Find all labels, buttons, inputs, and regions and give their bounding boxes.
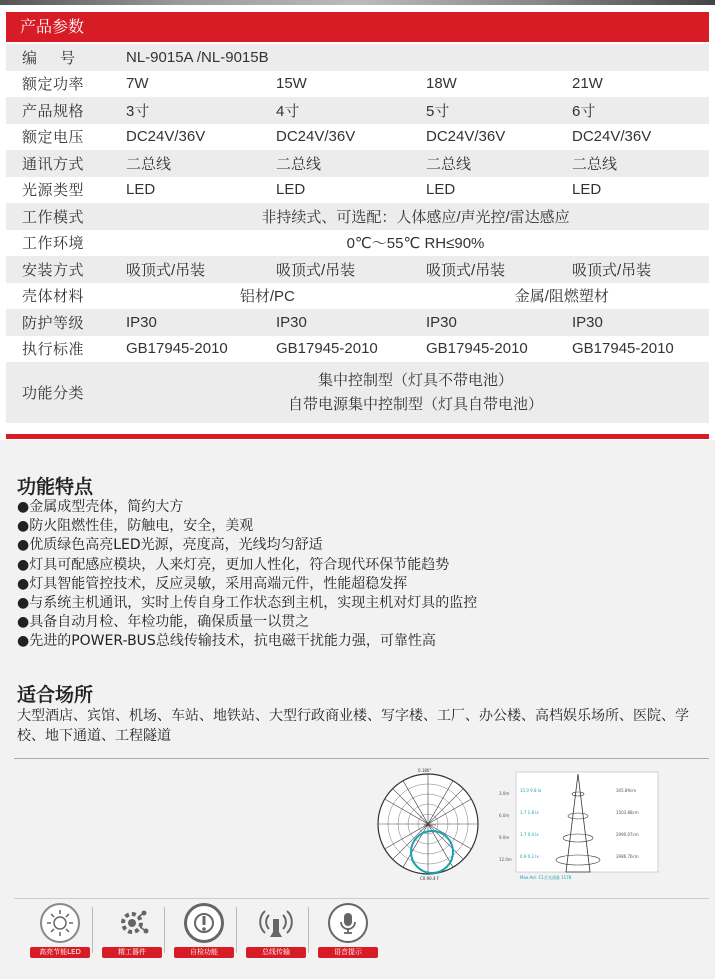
places-title: 适合场所: [17, 684, 94, 706]
spec-label: 工作模式: [22, 207, 85, 226]
spec-cell: 18W: [426, 75, 457, 93]
spec-cell: DC24V/36V: [126, 128, 206, 146]
spec-cell: IP30: [572, 313, 603, 331]
cone-footer: Max.Avt. C1全光通量 1178: [520, 875, 572, 880]
spec-label: 产品规格: [22, 101, 85, 120]
icon-separator: [236, 907, 237, 953]
cone-distance: 3.0m: [499, 791, 510, 796]
feature-icon-selfcheck: [174, 903, 234, 958]
spec-row-protect: [6, 309, 709, 336]
spec-cell: DC24V/36V: [276, 128, 356, 146]
spec-cell: 15W: [276, 75, 307, 93]
icon-caption: 自检功能: [174, 947, 234, 958]
spec-label: 执行标准: [22, 340, 85, 359]
spec-value: NL-9015A /NL-9015B: [126, 48, 269, 66]
spec-cell: 6寸: [572, 102, 596, 120]
spec-label: 安装方式: [22, 260, 85, 279]
feature-item: ●灯具可配感应模块，人来灯亮，更加人性化，符合现代环保节能趋势: [17, 556, 450, 573]
spec-label: 额定电压: [22, 128, 85, 147]
feature-icon-voice: [318, 903, 378, 958]
icon-caption: 高亮节能LED: [30, 947, 90, 958]
cone-diameter: 1503.88cm: [616, 810, 639, 815]
spec-row-env: [6, 230, 709, 257]
feature-item: ●具备自动月检、年检功能，确保质量一以贯之: [17, 614, 310, 631]
spec-row-mode: [6, 203, 709, 230]
spec-cell-span: 金属/阻燃塑材: [514, 288, 609, 306]
cone-distance: 6.0m: [499, 813, 510, 818]
section-divider: [14, 758, 709, 759]
features-list: [17, 498, 707, 652]
spec-row-standard: [6, 336, 709, 363]
function-line: 自带电源集中控制型（灯具自带电池）: [287, 395, 543, 413]
spec-cell: DC24V/36V: [426, 128, 506, 146]
polar-bottom-label: C0.90.4 F: [420, 876, 440, 881]
cone-distance: 12.0m: [499, 857, 512, 862]
spec-cell: 4寸: [276, 102, 300, 120]
spec-cell: 吸顶式/吊装: [572, 261, 652, 279]
spec-cell: 7W: [126, 75, 149, 93]
spec-cell: LED: [276, 181, 306, 199]
spec-cell-span: 0℃～55℃ RH≤90%: [346, 235, 485, 253]
self-check-icon: [191, 910, 217, 936]
cone-distance: 9.0m: [499, 835, 510, 840]
spec-cell: GB17945-2010: [426, 340, 528, 358]
spec-cell: IP30: [276, 313, 307, 331]
spec-cell: GB17945-2010: [572, 340, 674, 358]
feature-item: ●优质绿色高亮LED光源，亮度高，光线均匀舒适: [17, 537, 323, 554]
feature-icon-bus: [246, 903, 306, 958]
illuminance-cone-diagram: [498, 768, 660, 882]
spec-label: 光源类型: [22, 181, 85, 200]
spec-label: 功能分类: [22, 384, 85, 402]
spec-cell: 吸顶式/吊装: [426, 261, 506, 279]
icon-separator: [92, 907, 93, 953]
cone-diameter: 2990.07cm: [616, 832, 639, 837]
icon-caption: 精工器件: [102, 947, 162, 958]
feature-item: ●金属成型壳体，简约大方: [17, 499, 184, 515]
spec-cell: GB17945-2010: [126, 340, 228, 358]
spec-cell: LED: [426, 181, 456, 199]
icon-separator: [164, 907, 165, 953]
spec-row-model: [6, 44, 709, 71]
cone-illuminance: 15.0 9.8 lx: [520, 788, 542, 793]
icon-caption: 语音提示: [318, 947, 378, 958]
section-header-params: [6, 12, 709, 42]
feature-icon-strip: [30, 903, 710, 973]
icon-separator: [308, 907, 309, 953]
feature-item: ●灯具智能管控技术，反应灵敏，采用高端元件，性能超稳发挥: [17, 575, 408, 592]
spec-cell-span: 铝材/PC: [239, 288, 295, 306]
gear-chip-icon: [114, 905, 150, 941]
spec-table: [6, 44, 709, 423]
spec-row-comm: [6, 150, 709, 177]
icon-caption: 总线传输: [246, 947, 306, 958]
cone-diameter: 3986.76cm: [616, 854, 639, 859]
spec-cell: DC24V/36V: [572, 128, 652, 146]
spec-cell: GB17945-2010: [276, 340, 378, 358]
spec-cell: LED: [572, 181, 602, 199]
spec-label: 防护等级: [22, 313, 85, 332]
feature-item: ●防火阻燃性佳，防触电，安全，美观: [17, 518, 254, 535]
header-title: 产品参数: [20, 17, 85, 36]
function-line: 集中控制型（灯具不带电池）: [317, 371, 513, 389]
spec-cell: LED: [126, 181, 156, 199]
spec-label: 编号: [22, 48, 99, 67]
bus-signal-icon: [258, 905, 294, 941]
feature-item: ●先进的POWER-BUS总线传输技术，抗电磁干扰能力强，可靠性高: [17, 633, 436, 650]
spec-cell: IP30: [126, 313, 157, 331]
spec-label: 通讯方式: [22, 154, 85, 173]
spec-cell: 3寸: [126, 102, 150, 120]
spec-row-voltage: [6, 124, 709, 151]
top-decor-line: [0, 0, 715, 5]
spec-cell: 5寸: [426, 102, 450, 120]
feature-icon-led: [30, 903, 90, 958]
cone-diameter: 305.89cm: [616, 788, 637, 793]
spec-label: 额定功率: [22, 75, 85, 94]
spec-label: 壳体材料: [22, 287, 85, 306]
feature-icon-components: [102, 903, 162, 958]
spec-cell-span: 非持续式、可选配：人体感应/声光控/雷达感应: [261, 208, 570, 226]
red-divider-bar: [6, 434, 709, 439]
polar-unit-label: cd/klm: [424, 823, 436, 827]
spec-cell: 二总线: [426, 155, 472, 173]
spec-cell: IP30: [426, 313, 457, 331]
spec-cell-span: [122, 369, 709, 417]
spec-row-size: [6, 97, 709, 124]
icons-divider: [14, 898, 709, 899]
spec-cell: 二总线: [572, 155, 618, 173]
cone-illuminance: 3.7 1.8 lx: [520, 810, 539, 815]
features-title: 功能特点: [17, 476, 94, 498]
spec-row-material: [6, 283, 709, 310]
spec-row-power: [6, 71, 709, 98]
cone-illuminance: 0.9 0.2 lx: [520, 854, 539, 859]
cone-illuminance: 1.7 0.4 lx: [520, 832, 539, 837]
spec-cell: 21W: [572, 75, 603, 93]
spec-row-install: [6, 256, 709, 283]
spec-label: 工作环境: [22, 234, 85, 253]
spec-row-light: [6, 177, 709, 204]
feature-item: ●与系统主机通讯，实时上传自身工作状态到主机，实现主机对灯具的监控: [17, 595, 478, 612]
spec-cell: 二总线: [276, 155, 322, 173]
voice-mic-icon: [335, 910, 361, 936]
places-text: 大型酒店、宾馆、机场、车站、地铁站、大型行政商业楼、写字楼、工厂、办公楼、高档娱乐场所、医院、学校、地下通道、工程隧道: [17, 708, 689, 744]
spec-row-function: [6, 362, 709, 423]
spec-cell: 吸顶式/吊装: [276, 261, 356, 279]
led-sun-icon: [45, 908, 75, 938]
spec-cell: 吸顶式/吊装: [126, 261, 206, 279]
spec-cell: 二总线: [126, 155, 172, 173]
polar-distribution-diagram: [370, 766, 486, 882]
polar-top-label: 0.180°: [418, 768, 432, 773]
